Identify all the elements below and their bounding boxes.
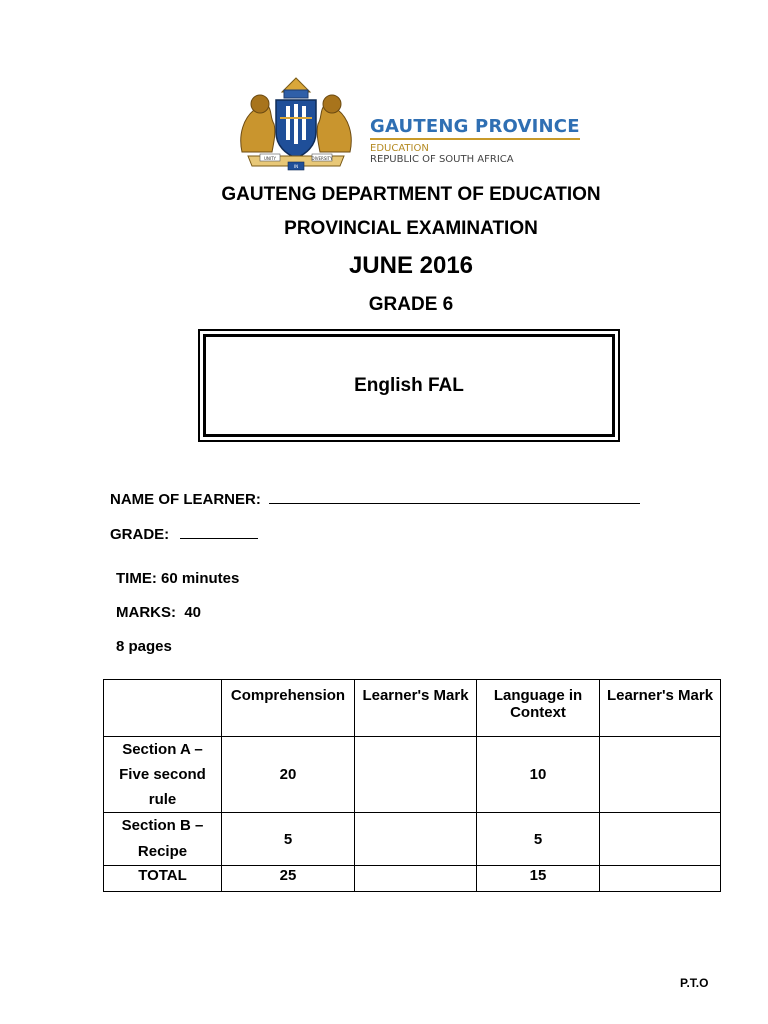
- total-learner-mark-2[interactable]: [600, 866, 721, 892]
- header-learner-mark-1: Learner's Mark: [355, 680, 477, 737]
- logo-province: GAUTENG PROVINCE: [370, 116, 580, 140]
- section-b-learner-mark-2[interactable]: [600, 813, 721, 866]
- pages-info: 8 pages: [116, 638, 172, 655]
- section-b-learner-mark-1[interactable]: [355, 813, 477, 866]
- total-label: TOTAL: [104, 866, 222, 892]
- motto-unity: UNITY: [264, 155, 276, 161]
- total-comprehension: 25: [222, 866, 355, 892]
- time-info: TIME: 60 minutes: [116, 570, 240, 587]
- name-blank-line[interactable]: [269, 488, 640, 504]
- coat-of-arms-icon: [234, 74, 358, 172]
- grade-blank-line[interactable]: [180, 523, 258, 539]
- grade-title: GRADE 6: [368, 294, 454, 315]
- exam-type-title: PROVINCIAL EXAMINATION: [284, 218, 538, 239]
- subject-name: English FAL: [203, 334, 615, 437]
- header-cell-empty: [104, 680, 222, 737]
- motto-in: IN: [293, 164, 299, 169]
- total-learner-mark-1[interactable]: [355, 866, 477, 892]
- marks-info: MARKS: 40: [116, 604, 202, 621]
- section-a-language: 10: [477, 737, 600, 813]
- table-row: [104, 866, 721, 892]
- department-title: GAUTENG DEPARTMENT OF EDUCATION: [221, 184, 601, 205]
- section-b-label: Section B – Recipe: [104, 813, 222, 866]
- table-header-row: [104, 680, 721, 737]
- marks-table: [103, 679, 721, 892]
- header-comprehension: Comprehension: [222, 680, 355, 737]
- table-row: [104, 737, 721, 813]
- header-learner-mark-2: Learner's Mark: [600, 680, 721, 737]
- section-a-learner-mark-2[interactable]: [600, 737, 721, 813]
- section-a-learner-mark-1[interactable]: [355, 737, 477, 813]
- motto-diversity: DIVERSITY: [311, 155, 333, 161]
- subject-box: [198, 329, 620, 442]
- grade-field[interactable]: [110, 523, 258, 544]
- logo-text: [370, 116, 580, 165]
- logo-country: REPUBLIC OF SOUTH AFRICA: [370, 154, 514, 165]
- name-label: NAME OF LEARNER:: [110, 491, 261, 508]
- name-field[interactable]: [110, 488, 640, 509]
- section-a-label: Section A – Five second rule: [104, 737, 222, 813]
- section-b-language: 5: [477, 813, 600, 866]
- gauteng-logo: [220, 72, 602, 176]
- pto-footer: P.T.O: [680, 976, 709, 990]
- grade-label: GRADE:: [110, 526, 170, 543]
- section-a-comprehension: 20: [222, 737, 355, 813]
- header-language-in-context: Language in Context: [477, 680, 600, 737]
- session-title: JUNE 2016: [348, 252, 474, 279]
- section-b-comprehension: 5: [222, 813, 355, 866]
- logo-department: EDUCATION: [370, 143, 429, 154]
- table-row: [104, 813, 721, 866]
- total-language: 15: [477, 866, 600, 892]
